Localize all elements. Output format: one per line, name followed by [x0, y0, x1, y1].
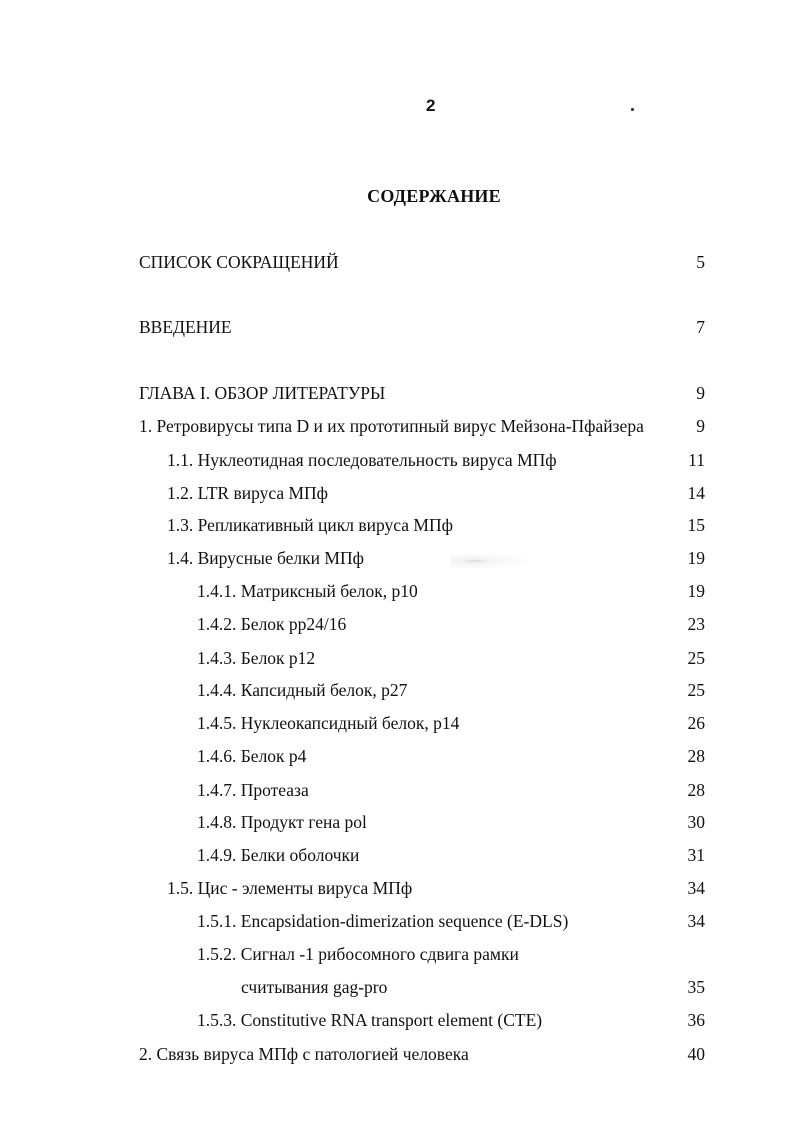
- toc-entry-page: 19: [687, 581, 705, 601]
- toc-entry-page: 28: [687, 746, 705, 766]
- toc-entry-page: 36: [687, 1010, 705, 1030]
- toc-entry-label: считывания gag-pro: [241, 977, 388, 997]
- toc-entry-label: 1.3. Репликативный цикл вируса МПф: [167, 515, 453, 535]
- page-number: 2: [426, 96, 436, 115]
- toc-entry-label: 1.2. LTR вируса МПф: [167, 483, 329, 503]
- toc-entry-page: 34: [687, 878, 705, 898]
- toc-entry-label: 1.5.3. Constitutive RNA transport element (CTE): [197, 1010, 543, 1030]
- toc-entry: [167, 875, 705, 901]
- toc-entry-label: ВВЕДЕНИЕ: [139, 317, 232, 337]
- toc-entry: [241, 974, 705, 1000]
- toc-entry-label: 1.5.2. Сигнал -1 рибосомного сдвига рамки: [197, 944, 519, 964]
- toc-entry-page: 28: [687, 780, 705, 800]
- toc-entry-page: 15: [687, 515, 705, 535]
- toc-entry: [139, 249, 705, 275]
- toc-entry-page: 25: [687, 648, 705, 668]
- toc-entry-page: 11: [688, 450, 705, 470]
- toc-entry-label: 1.4.7. Протеаза: [197, 780, 309, 800]
- toc-entry-label: 1.5. Цис - элементы вируса МПф: [167, 878, 413, 898]
- toc-entry: [167, 512, 705, 538]
- toc-entry-label: 1.4.2. Белок pp24/16: [197, 614, 347, 634]
- toc-entry: [197, 809, 705, 835]
- toc-entry: [197, 743, 705, 769]
- toc-entry-label: 2. Связь вируса МПф с патологией человека: [139, 1044, 469, 1064]
- toc-entry-label: 1.1. Нуклеотидная последовательность вируса МПф: [167, 450, 557, 470]
- toc-entry: [167, 545, 705, 571]
- toc-entry-label: 1.4.8. Продукт гена pol: [197, 812, 367, 832]
- toc-entry-label: 1.4.4. Капсидный белок, p27: [197, 680, 408, 700]
- toc-entry: [197, 710, 705, 736]
- toc-entry: [139, 380, 705, 406]
- toc-entry: [197, 677, 705, 703]
- toc-entry-page: 35: [687, 977, 705, 997]
- toc-entry: [139, 413, 705, 439]
- toc-entry: [197, 578, 705, 604]
- toc-entry: [197, 908, 705, 934]
- scan-speck: [631, 108, 634, 111]
- toc-entry-page: 31: [687, 845, 705, 865]
- toc-entry: [197, 777, 705, 803]
- toc-entry: [167, 480, 705, 506]
- toc-entry: [197, 611, 705, 637]
- toc-entry-page: 30: [687, 812, 705, 832]
- toc-entry: [197, 941, 705, 967]
- toc-entry-page: 23: [687, 614, 705, 634]
- toc-entry-label: 1.4.3. Белок p12: [197, 648, 316, 668]
- toc-entry: [197, 645, 705, 671]
- toc-entry-page: 9: [696, 416, 705, 436]
- toc-entry-label: 1.5.1. Encapsidation-dimerization sequence (E-DLS): [197, 911, 569, 931]
- toc-entry: [167, 447, 705, 473]
- toc-entry-page: 34: [687, 911, 705, 931]
- toc-entry-page: 40: [687, 1044, 705, 1064]
- toc-entry: [197, 1007, 705, 1033]
- toc-entry-page: 19: [687, 548, 705, 568]
- toc-entry: [139, 314, 705, 340]
- toc-entry: [197, 842, 705, 868]
- toc-entry-page: 7: [696, 317, 705, 337]
- toc-entry-label: СПИСОК СОКРАЩЕНИЙ: [139, 252, 339, 272]
- toc-entry-page: 9: [696, 383, 705, 403]
- toc-entry-label: 1.4.9. Белки оболочки: [197, 845, 360, 865]
- toc-entry: [139, 1041, 705, 1067]
- toc-entry-label: 1. Ретровирусы типа D и их прототипный вирус Мейзона-Пфайзера: [139, 416, 644, 436]
- toc-entry-page: 14: [687, 483, 705, 503]
- toc-entry-label: 1.4. Вирусные белки МПф: [167, 548, 364, 568]
- toc-entry-label: 1.4.1. Матриксный белок, p10: [197, 581, 418, 601]
- toc-entry-page: 25: [687, 680, 705, 700]
- toc-entry-page: 5: [696, 252, 705, 272]
- toc-entry-page: 26: [687, 713, 705, 733]
- toc-entry-label: 1.4.5. Нуклеокапсидный белок, p14: [197, 713, 460, 733]
- toc-entry-label: 1.4.6. Белок p4: [197, 746, 307, 766]
- toc-title: СОДЕРЖАНИЕ: [367, 186, 501, 206]
- toc-entry-label: ГЛАВА I. ОБЗОР ЛИТЕРАТУРЫ: [139, 383, 386, 403]
